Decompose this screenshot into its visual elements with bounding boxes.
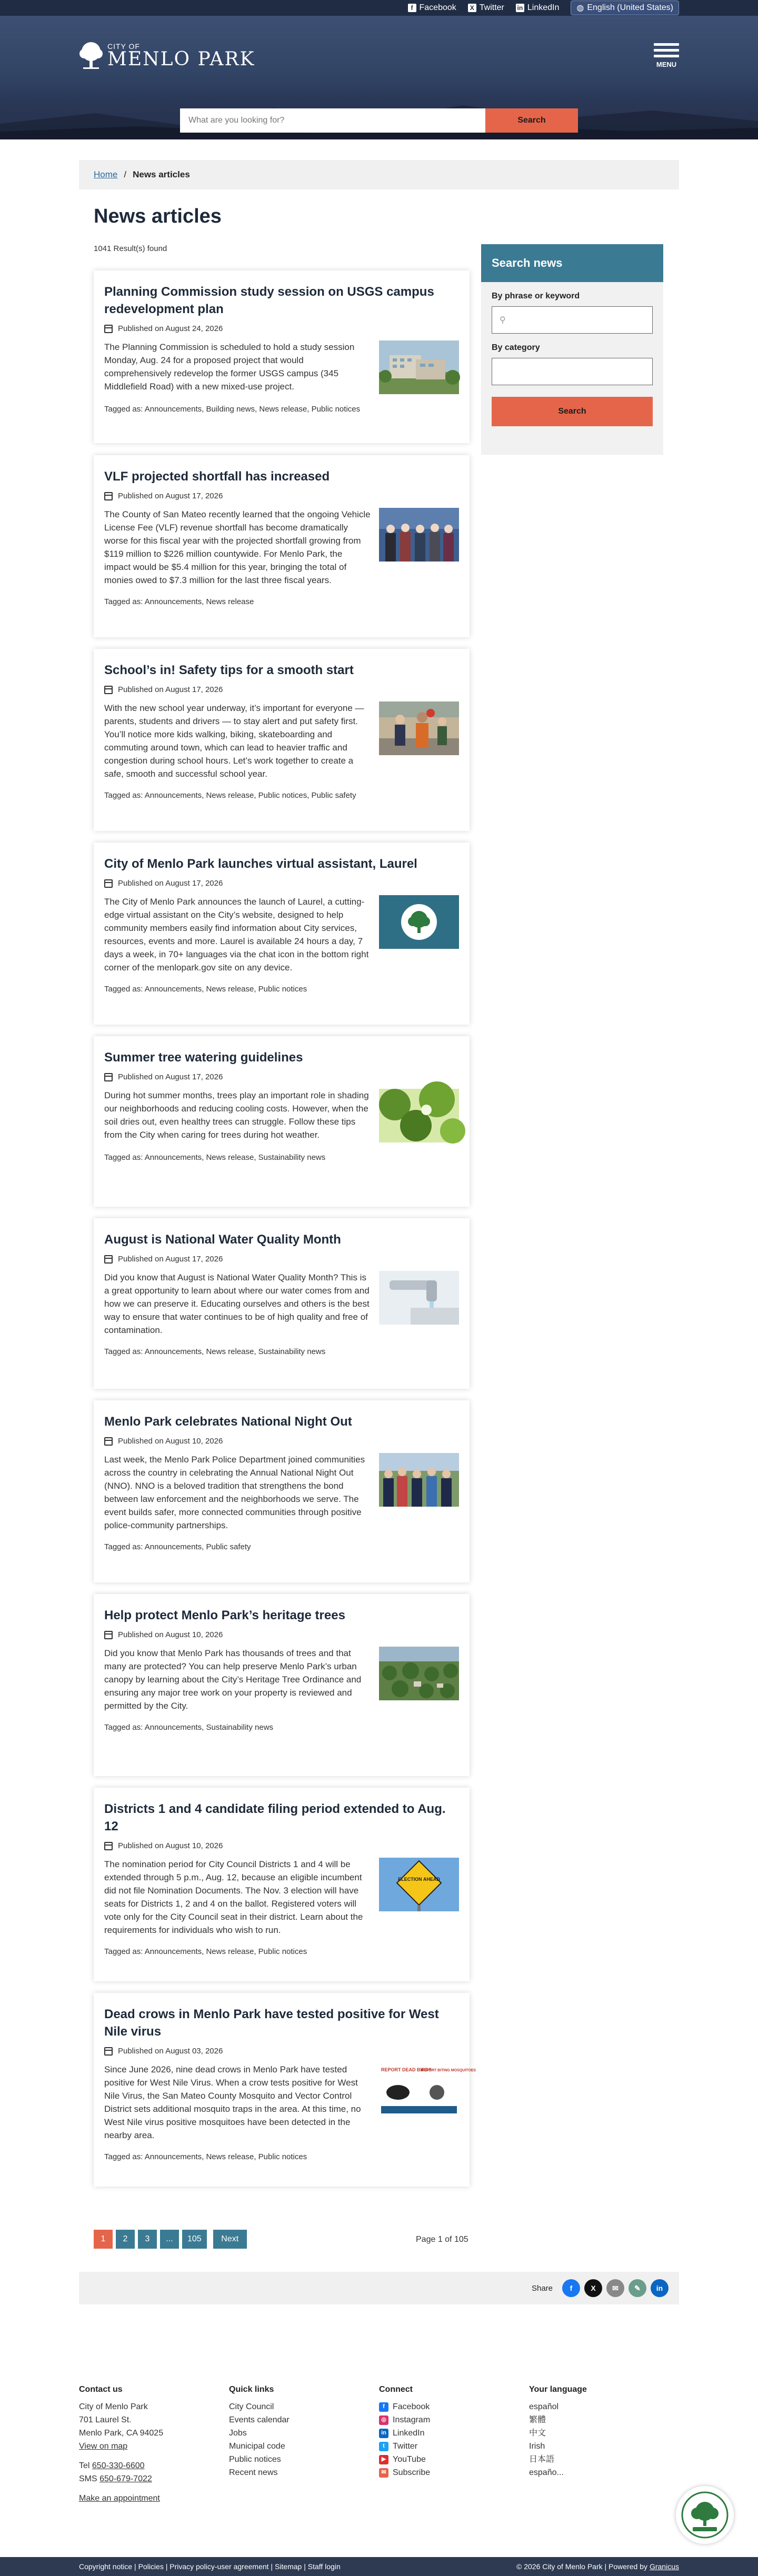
logo-city-name: MENLO PARK: [107, 48, 255, 70]
article-card: [94, 1788, 470, 1981]
footer-legal-links[interactable]: Copyright notice | Policies | Privacy policy-user agreement | Sitemap | Staff login: [79, 2562, 341, 2571]
results-count: 1041 Result(s) found: [94, 244, 167, 253]
calendar-icon: [104, 1631, 113, 1639]
article-tags: Tagged as: Announcements, Public safety: [104, 1542, 251, 1551]
granicus-link[interactable]: Granicus: [649, 2562, 679, 2571]
article-title[interactable]: Dead crows in Menlo Park have tested positive for West Nile virus: [104, 2007, 439, 2039]
site-search-input[interactable]: [180, 108, 485, 133]
page-ellipsis[interactable]: ...: [160, 2230, 179, 2249]
share-label: Share: [531, 2283, 553, 2293]
article-tags: Tagged as: Announcements, News release, Sustainability news: [104, 1347, 326, 1356]
share-linkedin-icon[interactable]: in: [651, 2279, 669, 2297]
category-select[interactable]: [492, 358, 653, 385]
footer-address-line: 701 Laurel St.: [79, 2415, 132, 2424]
article-title[interactable]: August is National Water Quality Month: [104, 1232, 341, 1247]
night-out-group-photo: [379, 1453, 459, 1507]
language-link[interactable]: español: [529, 2402, 559, 2411]
article-date: Published on August 24, 2026: [118, 324, 223, 333]
article-tags: Tagged as: Announcements, News release, Public notices, Public safety: [104, 791, 356, 800]
tel-label: Tel: [79, 2461, 90, 2470]
language-link[interactable]: 繁體: [529, 2415, 546, 2424]
instagram-icon: ◎: [379, 2415, 388, 2425]
calendar-icon: [104, 1842, 113, 1850]
youtube-icon: ▶: [379, 2455, 388, 2464]
top-twitter-link[interactable]: X Twitter: [468, 3, 504, 13]
article-card: [94, 1594, 470, 1776]
article-card: [94, 455, 470, 637]
article-card: [94, 270, 470, 443]
share-bar: [79, 2272, 679, 2304]
article-tags: Tagged as: Announcements, News release, Sustainability news: [104, 1153, 326, 1162]
top-linkedin-link[interactable]: in LinkedIn: [516, 3, 560, 13]
view-on-map-link[interactable]: View on map: [79, 2442, 128, 2451]
breadcrumb-home-link[interactable]: Home: [94, 169, 118, 179]
search-news-panel: [481, 244, 663, 455]
facebook-icon: f: [379, 2402, 388, 2412]
hamburger-icon: [654, 43, 679, 57]
site-search: [180, 108, 578, 133]
article-tags: Tagged as: Announcements, News release, Public notices: [104, 1947, 307, 1956]
page-link-3[interactable]: 3: [138, 2230, 157, 2249]
article-summary: Did you know that August is National Water Quality Month? This is a great opportunity to learn about where our water comes from and how we can preserve it. Educating ourselves and others is the best way to ensure that water continues to be of high quality and free of contamination.: [104, 1272, 370, 1335]
election-sign-text: ELECTION AHEAD: [398, 1877, 440, 1882]
footer-address-line: City of Menlo Park: [79, 2402, 148, 2411]
page-title: News articles: [94, 205, 222, 227]
twitter-icon: X: [468, 4, 476, 12]
quick-link-municipal-code[interactable]: Municipal code: [229, 2442, 285, 2451]
facebook-icon: f: [408, 4, 416, 12]
calendar-icon: [104, 2047, 113, 2056]
article-tags: Tagged as: Announcements, Building news, News release, Public notices: [104, 405, 361, 414]
hero-banner: [0, 16, 758, 139]
water-faucet-photo: [379, 1271, 459, 1325]
crossing-guard-photo: [379, 701, 459, 755]
article-title[interactable]: VLF projected shortfall has increased: [104, 469, 330, 484]
keyword-input[interactable]: [492, 306, 653, 334]
tree-canopy-photo: [379, 1089, 459, 1142]
article-title[interactable]: Summer tree watering guidelines: [104, 1050, 303, 1065]
page-link-2[interactable]: 2: [116, 2230, 135, 2249]
logo-city-of: CITY OF: [107, 42, 140, 51]
calendar-icon: [104, 1437, 113, 1446]
connect-subscribe-link[interactable]: ✉ Subscribe: [379, 2466, 529, 2479]
connect-facebook-link[interactable]: f Facebook: [379, 2400, 529, 2413]
linkedin-icon: in: [379, 2429, 388, 2438]
category-label: By category: [492, 343, 540, 352]
search-icon: ⚲: [500, 316, 506, 325]
calendar-icon: [104, 1255, 113, 1264]
language-link[interactable]: 中文: [529, 2429, 546, 2438]
breadcrumb: [79, 160, 679, 189]
article-date: Published on August 17, 2026: [118, 1073, 223, 1081]
article-summary: During hot summer months, trees play an important role in shading our neighborhoods and reducing cooling costs. However, when the soil dries out, even healthy trees can struggle. Follow these tips from the City when caring for trees during hot weather.: [104, 1090, 369, 1140]
footer-language-heading: Your language: [529, 2385, 587, 2394]
language-link[interactable]: españo...: [529, 2468, 564, 2477]
footer-contact-heading: Contact us: [79, 2385, 123, 2394]
site-search-button[interactable]: Search: [485, 108, 578, 133]
search-news-title: Search news: [481, 244, 663, 282]
breadcrumb-current: News articles: [133, 169, 190, 179]
quick-link-events[interactable]: Events calendar: [229, 2415, 290, 2424]
footer-quick-links: [229, 2383, 379, 2505]
oak-tree-logo-icon: [79, 41, 103, 71]
article-card: [94, 649, 470, 831]
footer-quick-heading: Quick links: [229, 2385, 274, 2394]
menu-label: MENU: [656, 61, 677, 68]
quick-link-recent-news[interactable]: Recent news: [229, 2468, 278, 2477]
footer-language: [529, 2383, 679, 2505]
article-title[interactable]: Districts 1 and 4 candidate filing period extended to Aug. 12: [104, 1802, 446, 1833]
wnv-left-text: REPORT DEAD BIRDS: [381, 2067, 432, 2072]
quick-link-city-council[interactable]: City Council: [229, 2402, 274, 2411]
article-card: [94, 1036, 470, 1207]
article-date: Published on August 10, 2026: [118, 1437, 223, 1446]
article-title[interactable]: Planning Commission study session on USGS campus redevelopment plan: [104, 285, 434, 316]
article-date: Published on August 17, 2026: [118, 685, 223, 694]
laurel-assistant-logo-image: [379, 895, 459, 949]
city-logo[interactable]: [79, 41, 255, 71]
article-summary: The County of San Mateo recently learned that the ongoing Vehicle License Fee (VLF) revenue shortfall has become dramatically worse for this fiscal year with the projected shortfall growing from $119 million to $226 million countywide. For Menlo Park, the impact would be $5.4 million for this year, bringing the total of monies owed to $7.3 million for the last three fiscal years.: [104, 509, 371, 585]
sms-label: SMS: [79, 2474, 97, 2483]
top-utility-bar: [0, 0, 758, 16]
oak-seal-icon: [681, 2491, 729, 2539]
article-card: [94, 1218, 470, 1389]
article-tags: Tagged as: Announcements, News release: [104, 597, 254, 606]
copyright-text: © 2026 City of Menlo Park | Powered by: [516, 2562, 647, 2571]
page-link-1[interactable]: 1: [94, 2230, 113, 2249]
phone-link[interactable]: 650-330-6600: [92, 2461, 145, 2470]
article-title[interactable]: School’s in! Safety tips for a smooth start: [104, 663, 354, 677]
article-summary: With the new school year underway, it’s important for everyone — parents, students and drivers — to stay alert and put safety first. You’ll notice more kids walking, biking, skateboarding and commuting around town, which can lead to heavier traffic and congestion during school hours. Let’s work together to create a safe, smooth and successful school year.: [104, 703, 364, 779]
connect-linkedin-link[interactable]: in LinkedIn: [379, 2427, 529, 2440]
linkedin-icon: in: [516, 4, 524, 12]
make-appointment-link[interactable]: Make an appointment: [79, 2494, 160, 2503]
footer-connect: [379, 2383, 529, 2505]
share-email-icon[interactable]: ✉: [606, 2279, 624, 2297]
article-title[interactable]: City of Menlo Park launches virtual assistant, Laurel: [104, 857, 417, 871]
article-card: [94, 1993, 476, 2187]
calendar-icon: [104, 1073, 113, 1081]
share-x-icon[interactable]: X: [584, 2279, 602, 2297]
next-page-button[interactable]: Next: [213, 2230, 247, 2249]
language-selector[interactable]: ◍ English (United States): [571, 1, 679, 15]
sms-link[interactable]: 650-679-7022: [99, 2474, 152, 2483]
twitter-icon: t: [379, 2442, 388, 2451]
menu-button[interactable]: [654, 43, 679, 68]
campus-rendering-image: [379, 340, 459, 394]
top-facebook-link[interactable]: f Facebook: [408, 3, 456, 13]
article-tags: Tagged as: Announcements, Sustainability news: [104, 1723, 274, 1732]
article-summary: The Planning Commission is scheduled to hold a study session Monday, Aug. 24 for a proposed project that would comprehensively redevelop the former USGS campus (345 Middlefield Road) with a new mixed-use project.: [104, 342, 355, 392]
mail-icon: ✉: [379, 2468, 388, 2478]
article-date: Published on August 10, 2026: [118, 1630, 223, 1639]
article-title[interactable]: Help protect Menlo Park’s heritage trees: [104, 1608, 345, 1622]
article-summary: The City of Menlo Park announces the launch of Laurel, a cutting-edge virtual assistant on the City’s website, designed to help community members easily find information about City services, resources, events and more. Laurel is available 24 hours a day, 7 days a week, in 70+ languages via the chat icon in the bottom right corner of the menlopark.gov site on any device.: [104, 897, 369, 973]
footer-address-line: Menlo Park, CA 94025: [79, 2429, 164, 2438]
news-search-button[interactable]: Search: [492, 397, 653, 426]
site-footer: [79, 2383, 679, 2505]
chat-assistant-button[interactable]: [676, 2486, 734, 2544]
connect-twitter-link[interactable]: t Twitter: [379, 2440, 529, 2453]
article-date: Published on August 17, 2026: [118, 1255, 223, 1264]
article-date: Published on August 17, 2026: [118, 879, 223, 888]
wnv-right-text: REPORT BITING MOSQUITOES: [421, 2069, 476, 2072]
west-nile-flyer-image: [379, 2063, 476, 2117]
connect-instagram-link[interactable]: ◎ Instagram: [379, 2413, 529, 2427]
page-link-last[interactable]: 105: [182, 2230, 207, 2249]
page-count: Page 1 of 105: [416, 2235, 468, 2244]
article-title[interactable]: Menlo Park celebrates National Night Out: [104, 1415, 352, 1429]
calendar-icon: [104, 879, 113, 888]
article-summary: Since June 2026, nine dead crows in Menlo Park have tested positive for West Nile Virus. When a crow tests positive for West Nile Virus, the San Mateo County Mosquito and Vector Control District sets additional mosquito traps in the area. At this time, no West Nile virus positive mosquitoes have been detected in the nearby area.: [104, 2064, 361, 2140]
footer-contact: [79, 2383, 229, 2505]
calendar-icon: [104, 686, 113, 694]
share-sms-icon[interactable]: ✎: [629, 2279, 646, 2297]
article-tags: Tagged as: Announcements, News release, Public notices: [104, 2152, 307, 2161]
bottom-bar: [0, 2557, 758, 2576]
breadcrumb-separator: /: [124, 169, 127, 179]
quick-link-jobs[interactable]: Jobs: [229, 2429, 247, 2438]
share-facebook-icon[interactable]: f: [562, 2279, 580, 2297]
footer-connect-heading: Connect: [379, 2385, 413, 2394]
article-date: Published on August 10, 2026: [118, 1841, 223, 1850]
article-tags: Tagged as: Announcements, News release, Public notices: [104, 985, 307, 994]
council-group-photo: [379, 508, 459, 562]
article-date: Published on August 17, 2026: [118, 492, 223, 500]
article-date: Published on August 03, 2026: [118, 2047, 223, 2056]
language-link[interactable]: 日本語: [529, 2455, 555, 2464]
keyword-label: By phrase or keyword: [492, 292, 580, 300]
article-card: [94, 843, 470, 1025]
article-summary: Last week, the Menlo Park Police Department joined communities across the country in celebrating the Annual National Night Out (NNO). NNO is a beloved tradition that strengthens the bond between law enforcement and the neighborhoods we serve. The event builds safer, more connected communities through positive police-community partnerships.: [104, 1455, 365, 1530]
connect-youtube-link[interactable]: ▶ YouTube: [379, 2453, 529, 2466]
calendar-icon: [104, 325, 113, 333]
pagination: [94, 2230, 247, 2249]
article-card: [94, 1400, 470, 1582]
election-ahead-sign-image: [379, 1858, 459, 1911]
quick-link-public-notices[interactable]: Public notices: [229, 2455, 281, 2464]
aerial-trees-photo: [379, 1647, 459, 1700]
globe-icon: ◍: [576, 4, 584, 13]
article-summary: Did you know that Menlo Park has thousands of trees and that many are protected? You can help preserve Menlo Park’s urban canopy by learning about the City’s Heritage Tree Ordinance and ensuring any major tree work on your property is reviewed and permitted by the City.: [104, 1648, 362, 1711]
article-summary: The nomination period for City Council Districts 1 and 4 will be extended through 5 p.m., Aug. 12, because an eligible incumbent did not file Nomination Documents. The Nov. 3 election will have seats for Districts 1, 2 and 4 on the ballot. Registered voters will vote only for the City Council seat in their district. Learn about the requirements for individuals who wish to run.: [104, 1859, 363, 1935]
language-link[interactable]: Irish: [529, 2442, 545, 2451]
calendar-icon: [104, 492, 113, 500]
